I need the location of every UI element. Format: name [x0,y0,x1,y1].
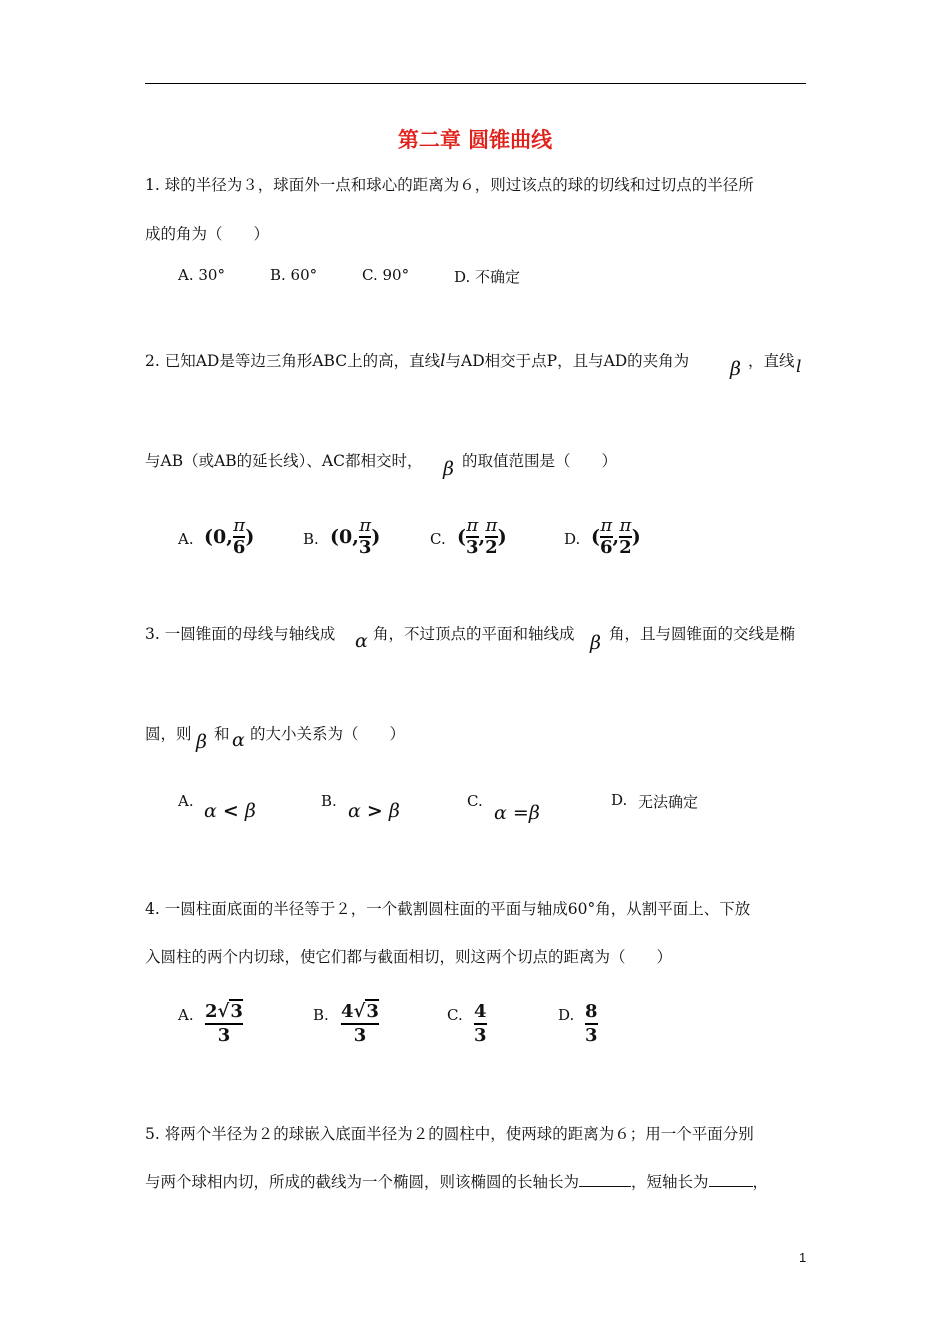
q3-line2-b: 和 [214,725,230,743]
q5-line1: 5. 将两个半径为２的球嵌入底面半径为２的圆柱中，使两球的距离为６；用一个平面分别 [145,1125,754,1143]
q2-option-d [591,516,641,558]
q4-option-d [585,1001,598,1047]
q4-option-c [474,1001,487,1047]
page-number: 1 [799,1250,807,1265]
q2-option-a [204,516,254,558]
q2-label-b: B. [303,530,319,548]
paren: ( [204,526,213,548]
numerator: 4√3 [341,1001,379,1022]
q4-line2: 入圆柱的两个内切球，使它们都与截面相切，则这两个切点的距离为（ ） [145,948,673,966]
fraction: $\frac{\pi}{3}$ [358,515,372,558]
q1-line2: 成的角为（ ） [145,225,270,243]
q2-label-d: D. [564,530,581,548]
comma: , [612,526,620,548]
q1-option-d: D. 不确定 [454,268,521,286]
fraction: $\frac{\pi}{6}$ [232,515,246,558]
fraction: $\frac{\pi}{2}$ [485,515,498,558]
header-rule [145,83,806,84]
numerator: 4 [474,1001,487,1022]
q3-line1-a: 3. 一圆锥面的母线与轴线成 [145,625,336,643]
q5-text-b: ，短轴长为 [631,1173,709,1191]
answer-blank[interactable] [709,1186,753,1187]
q5-line2 [145,1172,768,1192]
zero: 0, [213,526,233,548]
q4-label-a: A. [178,1006,194,1024]
answer-blank[interactable] [579,1186,631,1187]
q2-label-a: A. [178,530,194,548]
q5-text-c: ， [752,1173,769,1191]
q3-line1-b: 角，不过顶点的平面和轴线成 [373,625,575,643]
q3-label-b: B. [321,792,337,810]
q3-option-a: α < β [204,800,256,822]
fraction: $\frac{\pi}{2}$ [619,515,632,558]
q3-option-c: α =β [494,802,540,824]
q3-option-d: 无法确定 [638,793,699,811]
q1-line1: 1. 球的半径为３，球面外一点和球心的距离为６，则过该点的球的切线和过切点的半径所 [145,176,754,194]
denominator: 3 [341,1023,379,1047]
paren: ( [330,526,339,548]
symbol-l: l [796,357,802,377]
numerator: 8 [585,1001,598,1022]
q4-line1: 4. 一圆柱面底面的半径等于２，一个截割圆柱面的平面与轴成60°角，从割平面上、下放 [145,900,751,918]
comma: , [478,526,486,548]
q2-line2-b: 的取值范围是（ ） [462,452,618,470]
q1-option-c: C. 90° [362,266,410,284]
q5-text-a: 与两个球相内切，所成的截线为一个椭圆，则该椭圆的长轴长为 [145,1173,580,1191]
q2-option-b [330,516,380,558]
paren: ( [591,526,600,548]
denominator: 3 [474,1025,487,1046]
fraction: $\frac{\pi}{6}$ [600,515,613,558]
q2-option-c [457,516,507,558]
q2-text-b: 与AD相交于点P，且与AD的夹角为 [445,352,690,370]
q2-label-c: C. [430,530,446,548]
symbol-alpha: α [232,729,245,751]
q4-option-b [341,1001,379,1047]
q3-line2-a: 圆，则 [145,725,192,743]
paren: ( [457,526,466,548]
symbol-beta: β [590,632,601,654]
q2-line1 [145,351,689,371]
symbol-beta: β [443,458,454,480]
q2-line2-a: 与AB（或AB的延长线）、AC都相交时， [145,452,423,470]
q4-option-a [205,1001,243,1047]
zero: 0, [339,526,359,548]
q3-label-c: C. [467,792,483,810]
paren: ) [245,526,255,548]
symbol-l: l [440,351,446,371]
paren: ) [371,526,381,548]
symbol-beta: β [196,731,207,753]
q1-option-b: B. 60° [270,266,318,284]
q4-label-c: C. [447,1006,463,1024]
q3-label-a: A. [178,792,194,810]
q3-option-b: α > β [348,800,400,822]
q4-label-d: D. [558,1006,575,1024]
paren: ) [497,526,507,548]
q3-line2-c: 的大小关系为（ ） [250,725,406,743]
numerator: 2√3 [205,1001,243,1022]
page-title: 第二章 圆锥曲线 [397,127,553,152]
q3-line1-c: 角，且与圆锥面的交线是椭 [609,625,796,643]
q2-text-c: ，直线 [748,352,795,370]
denominator: 3 [205,1023,243,1047]
q2-text-a: 2. 已知AD是等边三角形ABC上的高，直线 [145,352,441,370]
symbol-beta: β [730,358,741,380]
q3-label-d: D. [611,791,628,809]
denominator: 3 [585,1025,598,1046]
paren: ) [631,526,641,548]
q1-option-a: A. 30° [178,266,225,284]
symbol-alpha: α [355,630,368,652]
fraction: $\frac{\pi}{3}$ [466,515,479,558]
q4-label-b: B. [313,1006,329,1024]
